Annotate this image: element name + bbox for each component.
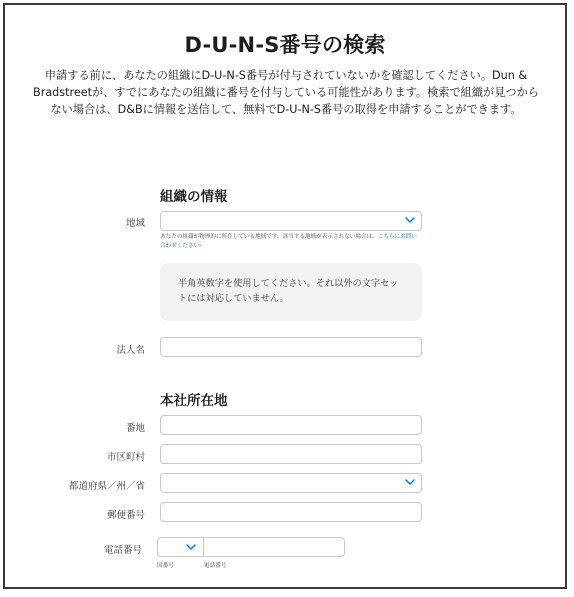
state-select[interactable] (160, 473, 422, 493)
phone-number-input[interactable] (203, 537, 345, 557)
page-title: D-U-N-S番号の検索 (184, 33, 386, 57)
page-intro: 申請する前に、あなたの組織にD-U-N-S番号が付与されていないかを確認してください。Dun & Bradstreetが、すでにあなたの組織に番号を付与している可能性があります。検索で組織が見つからない場合は、D&Bに情報を送信して、無料でD-U-N-S番号の取得を申請することができます。 (33, 69, 539, 116)
country-code-sublabel: 国番号 (157, 563, 174, 569)
phone-label: 電話番号 (103, 545, 142, 556)
city-input[interactable] (160, 444, 422, 464)
state-label: 都道府県／州／省 (68, 481, 145, 492)
region-hint-text: あなたの組織が物理的に所在している地域です。該当する地域が表示されない場合は、 (160, 234, 378, 240)
contact-us-link[interactable]: こちらにお問い合わせください› (160, 234, 417, 249)
region-select[interactable] (160, 211, 422, 231)
street-label: 番地 (125, 423, 145, 434)
region-hint (160, 233, 422, 251)
street-input[interactable] (160, 415, 422, 435)
org-section-heading: 組織の情報 (160, 189, 228, 205)
chevron-down-icon (185, 541, 197, 553)
country-code-select[interactable] (157, 537, 203, 557)
address-section-heading: 本社所在地 (160, 393, 228, 409)
chevron-down-icon (404, 476, 416, 488)
charset-notice: 半角英数字を使用してください。それ以外の文字セットには対応していません。 (160, 263, 422, 321)
chevron-down-icon (404, 214, 416, 226)
postal-code-label: 郵便番号 (106, 510, 145, 521)
phone-number-sublabel: 電話番号 (204, 563, 227, 569)
legal-name-label: 法人名 (116, 345, 145, 356)
legal-name-input[interactable] (160, 337, 422, 357)
region-label: 地域 (125, 218, 145, 229)
state-select-value (160, 473, 422, 493)
postal-code-input[interactable] (160, 502, 422, 522)
region-select-value (160, 211, 422, 231)
page-frame (3, 3, 567, 589)
city-label: 市区町村 (106, 452, 145, 463)
